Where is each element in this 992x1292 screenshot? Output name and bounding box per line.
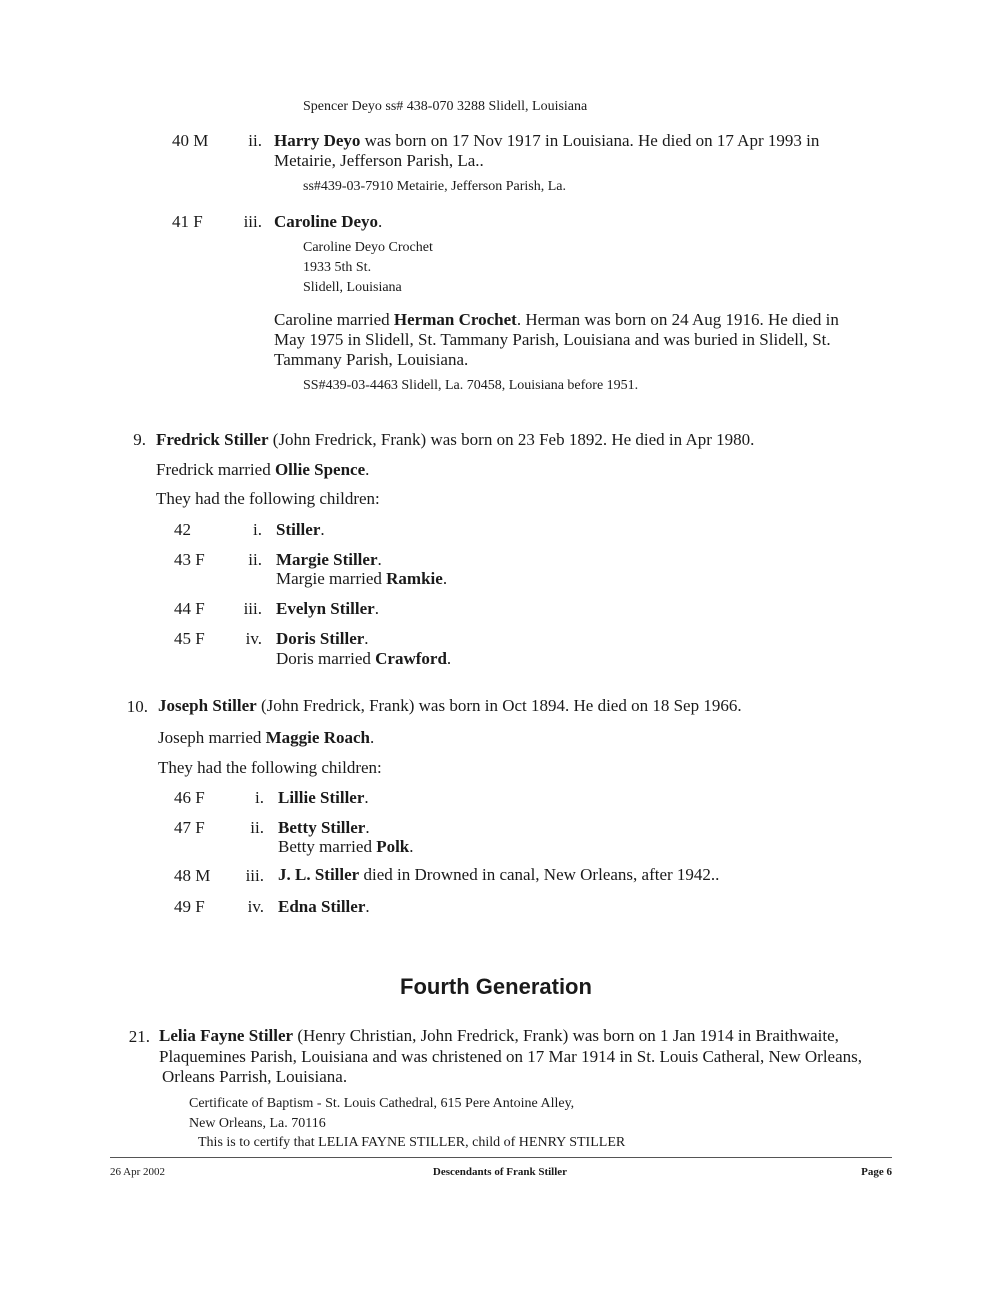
spouse-name: Polk bbox=[376, 837, 410, 856]
punct: . bbox=[369, 728, 375, 747]
child-id: 42 bbox=[174, 520, 191, 539]
entry-details: (John Fredrick, Frank) was born on 23 Feb 1892. He died in Apr 1980. bbox=[268, 430, 755, 449]
punct: . bbox=[364, 629, 369, 648]
child-details: died in Drowned in canal, New Orleans, after 1942.. bbox=[359, 865, 720, 884]
child-roman: ii. bbox=[248, 550, 262, 569]
entry-details-line3: Orleans Parrish, Louisiana. bbox=[162, 1067, 348, 1086]
spouse-name: Maggie Roach bbox=[265, 728, 370, 747]
punct: . bbox=[365, 460, 370, 479]
entry-number: 9. bbox=[133, 430, 146, 449]
marriage-text: Margie married bbox=[276, 569, 387, 588]
marriage-line3: Tammany Parish, Louisiana. bbox=[274, 350, 469, 369]
child-id: 47 F bbox=[174, 818, 205, 837]
marriage-text: Fredrick married bbox=[156, 460, 275, 479]
child-roman: ii. bbox=[248, 131, 262, 150]
child-note: ss#439-03-7910 Metairie, Jefferson Parish, La. bbox=[303, 179, 566, 194]
spouse-name: Herman Crochet bbox=[393, 310, 517, 329]
child-marriage bbox=[276, 569, 447, 589]
child-marriage bbox=[278, 837, 414, 857]
punct: . bbox=[365, 818, 370, 837]
child-id: 45 F bbox=[174, 629, 205, 648]
punct: . bbox=[320, 520, 325, 539]
entry-line bbox=[158, 696, 742, 716]
child-line bbox=[278, 818, 370, 838]
child-id: 44 F bbox=[174, 599, 205, 618]
spouse-name: Crawford bbox=[375, 649, 447, 668]
child-name: Caroline Deyo bbox=[274, 212, 379, 231]
children-intro: They had the following children: bbox=[156, 489, 380, 508]
punct: . bbox=[446, 649, 452, 668]
child-id: 46 F bbox=[174, 788, 205, 807]
child-note-line: 1933 5th St. bbox=[303, 260, 372, 275]
child-details-line2: Metairie, Jefferson Parish, La.. bbox=[274, 151, 484, 170]
child-id: 43 F bbox=[174, 550, 205, 569]
entry-number: 10. bbox=[126, 697, 148, 716]
child-id: 40 M bbox=[172, 131, 209, 150]
child-note-line: Slidell, Louisiana bbox=[303, 280, 402, 295]
child-roman: iii. bbox=[245, 866, 264, 885]
child-roman: i. bbox=[253, 520, 262, 539]
footer-title: Descendants of Frank Stiller bbox=[432, 1166, 568, 1178]
child-name: J. L. Stiller bbox=[278, 865, 360, 884]
child-name: Doris Stiller bbox=[276, 629, 365, 648]
child-name: Betty Stiller bbox=[278, 818, 366, 837]
child-name: Edna Stiller bbox=[278, 897, 366, 916]
child-roman: iii. bbox=[243, 599, 262, 618]
entry-name: Fredrick Stiller bbox=[156, 430, 269, 449]
marriage-text: Betty married bbox=[278, 837, 377, 856]
entry-marriage bbox=[158, 728, 374, 748]
child-name: Harry Deyo bbox=[274, 131, 361, 150]
child-roman: i. bbox=[255, 788, 264, 807]
entry-number: 21. bbox=[128, 1027, 150, 1046]
marriage-note: SS#439-03-4463 Slidell, La. 70458, Louisiana before 1951. bbox=[303, 378, 639, 393]
child-line bbox=[276, 629, 369, 649]
punct: . bbox=[374, 599, 379, 618]
entry-name: Lelia Fayne Stiller bbox=[159, 1026, 294, 1045]
entry-line bbox=[159, 1026, 839, 1046]
child-name: Margie Stiller bbox=[276, 550, 378, 569]
child-line bbox=[276, 599, 379, 619]
punct: . bbox=[442, 569, 448, 588]
child-line bbox=[278, 788, 369, 808]
child-note-line: Caroline Deyo Crochet bbox=[303, 240, 433, 255]
section-heading: Fourth Generation bbox=[400, 974, 592, 999]
entry-marriage bbox=[156, 460, 369, 480]
child-marriage bbox=[276, 649, 451, 669]
child-roman: iii. bbox=[243, 212, 262, 231]
child-roman: iv. bbox=[247, 897, 264, 916]
child-id: 48 M bbox=[174, 866, 211, 885]
entry-details-line2: Plaquemines Parish, Louisiana and was christened on 17 Mar 1914 in St. Louis Catheral, New Orleans, bbox=[159, 1047, 863, 1066]
entry-details: (John Fredrick, Frank) was born in Oct 1894. He died on 18 Sep 1966. bbox=[256, 696, 742, 715]
note-spencer: Spencer Deyo ss# 438-070 3288 Slidell, Louisiana bbox=[303, 99, 588, 114]
marriage-text: Doris married bbox=[276, 649, 376, 668]
entry-line bbox=[156, 430, 754, 450]
punct: . bbox=[365, 897, 370, 916]
spouse-name: Ramkie bbox=[386, 569, 443, 588]
child-line bbox=[278, 897, 370, 917]
child-line bbox=[276, 520, 325, 540]
child-name: Evelyn Stiller bbox=[276, 599, 375, 618]
marriage-line2: May 1975 in Slidell, St. Tammany Parish, Louisiana and was buried in Slidell, St. bbox=[274, 330, 831, 349]
spouse-name: Ollie Spence bbox=[274, 460, 366, 479]
footer-date: 26 Apr 2002 bbox=[110, 1166, 165, 1178]
punct: . bbox=[364, 788, 369, 807]
child-roman: iv. bbox=[245, 629, 262, 648]
footer-page: Page 6 bbox=[861, 1166, 892, 1178]
child-details: was born on 17 Nov 1917 in Louisiana. He died on 17 Apr 1993 in bbox=[360, 131, 820, 150]
child-roman: ii. bbox=[250, 818, 264, 837]
punct: . bbox=[378, 212, 383, 231]
child-line bbox=[278, 865, 719, 885]
child-name: Lillie Stiller bbox=[278, 788, 365, 807]
marriage-line bbox=[274, 310, 839, 330]
child-line bbox=[276, 550, 382, 570]
children-intro: They had the following children: bbox=[158, 758, 382, 777]
child-id: 49 F bbox=[174, 897, 205, 916]
marriage-details: . Herman was born on 24 Aug 1916. He died in bbox=[516, 310, 839, 329]
entry-note-line: New Orleans, La. 70116 bbox=[189, 1116, 326, 1131]
entry-details: (Henry Christian, John Fredrick, Frank) was born on 1 Jan 1914 in Braithwaite, bbox=[293, 1026, 839, 1045]
entry-note-line: This is to certify that LELIA FAYNE STILLER, child of HENRY STILLER bbox=[198, 1135, 626, 1150]
marriage-text: Joseph married bbox=[158, 728, 266, 747]
child-line bbox=[274, 212, 382, 232]
marriage-text: Caroline married bbox=[274, 310, 394, 329]
entry-name: Joseph Stiller bbox=[158, 696, 257, 715]
child-line bbox=[274, 131, 819, 151]
child-name: Stiller bbox=[276, 520, 321, 539]
footer-rule bbox=[110, 1157, 892, 1158]
entry-note-line: Certificate of Baptism - St. Louis Cathedral, 615 Pere Antoine Alley, bbox=[189, 1096, 575, 1111]
child-id: 41 F bbox=[172, 212, 203, 231]
punct: . bbox=[409, 837, 414, 856]
punct: . bbox=[377, 550, 382, 569]
